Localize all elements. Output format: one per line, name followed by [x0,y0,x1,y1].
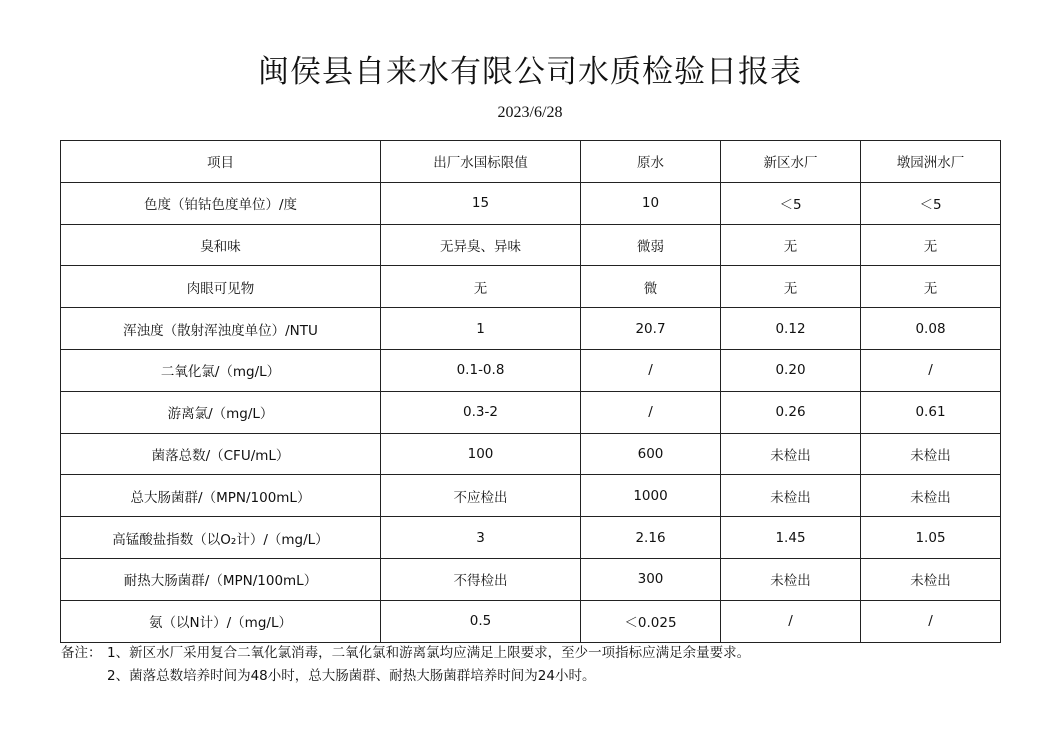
table-row [61,600,1001,642]
row-limit: 无异臭、异味 [381,224,581,266]
row-item: 总大肠菌群/（MPN/100mL） [61,475,381,517]
note-text-1: 1、新区水厂采用复合二氧化氯消毒，二氧化氯和游离氯均应满足上限要求，至少一项指标应满足余量要求。 [107,645,751,661]
row-limit: 15 [381,182,581,224]
row-item: 菌落总数/（CFU/mL） [61,433,381,475]
row-item: 氨（以N计）/（mg/L） [61,600,381,642]
header-item: 项目 [61,141,381,183]
table-row [61,349,1001,391]
row-dunyuanzhou: 未检出 [861,475,1001,517]
row-limit: 3 [381,517,581,559]
row-xinqu: 无 [721,266,861,308]
row-xinqu: 0.20 [721,349,861,391]
row-dunyuanzhou: / [861,600,1001,642]
row-dunyuanzhou: 0.61 [861,391,1001,433]
row-raw: 2.16 [581,517,721,559]
row-item: 高锰酸盐指数（以O₂计）/（mg/L） [61,517,381,559]
note-line-1 [61,642,1021,665]
row-raw: 10 [581,182,721,224]
row-dunyuanzhou: 未检出 [861,433,1001,475]
row-limit: 不应检出 [381,475,581,517]
notes-label: 备注： [61,645,102,661]
table-row [61,224,1001,266]
row-limit: 0.5 [381,600,581,642]
row-limit: 0.3-2 [381,391,581,433]
row-raw: 20.7 [581,308,721,350]
row-limit: 不得检出 [381,558,581,600]
row-dunyuanzhou: 1.05 [861,517,1001,559]
row-xinqu: 0.26 [721,391,861,433]
notes-section [61,642,1021,688]
row-dunyuanzhou: / [861,349,1001,391]
row-xinqu: 未检出 [721,433,861,475]
row-raw: 微 [581,266,721,308]
row-item: 耐热大肠菌群/（MPN/100mL） [61,558,381,600]
row-xinqu: 1.45 [721,517,861,559]
row-dunyuanzhou: 无 [861,224,1001,266]
water-quality-table [60,140,1001,643]
header-dunyuanzhou-plant: 墩园洲水厂 [861,141,1001,183]
table-row [61,558,1001,600]
row-item: 浑浊度（散射浑浊度单位）/NTU [61,308,381,350]
row-item: 肉眼可见物 [61,266,381,308]
report-date: 2023/6/28 [497,104,563,121]
row-raw: 1000 [581,475,721,517]
table-row [61,391,1001,433]
row-dunyuanzhou: ＜5 [861,182,1001,224]
note-line-2 [61,665,1021,688]
row-xinqu: 无 [721,224,861,266]
row-item: 二氧化氯/（mg/L） [61,349,381,391]
row-xinqu: / [721,600,861,642]
note-indent [61,665,107,688]
table-row [61,433,1001,475]
row-item: 游离氯/（mg/L） [61,391,381,433]
row-raw: 300 [581,558,721,600]
header-raw-water: 原水 [581,141,721,183]
row-dunyuanzhou: 无 [861,266,1001,308]
table-row [61,308,1001,350]
row-dunyuanzhou: 0.08 [861,308,1001,350]
row-limit: 100 [381,433,581,475]
row-xinqu: 未检出 [721,558,861,600]
table-row [61,475,1001,517]
row-raw: 微弱 [581,224,721,266]
table-row [61,266,1001,308]
row-limit: 无 [381,266,581,308]
table-row [61,182,1001,224]
report-title: 闽侯县自来水有限公司水质检验日报表 [258,54,802,90]
row-item: 臭和味 [61,224,381,266]
row-xinqu: 0.12 [721,308,861,350]
row-raw: / [581,391,721,433]
row-raw: ＜0.025 [581,600,721,642]
row-limit: 1 [381,308,581,350]
row-raw: / [581,349,721,391]
row-xinqu: ＜5 [721,182,861,224]
row-raw: 600 [581,433,721,475]
table-header-row [61,141,1001,183]
row-xinqu: 未检出 [721,475,861,517]
row-dunyuanzhou: 未检出 [861,558,1001,600]
header-xinqu-plant: 新区水厂 [721,141,861,183]
table-row [61,517,1001,559]
row-item: 色度（铂钴色度单位）/度 [61,182,381,224]
note-text-2: 2、菌落总数培养时间为48小时，总大肠菌群、耐热大肠菌群培养时间为24小时。 [107,668,596,684]
row-limit: 0.1-0.8 [381,349,581,391]
header-standard-limit: 出厂水国标限值 [381,141,581,183]
